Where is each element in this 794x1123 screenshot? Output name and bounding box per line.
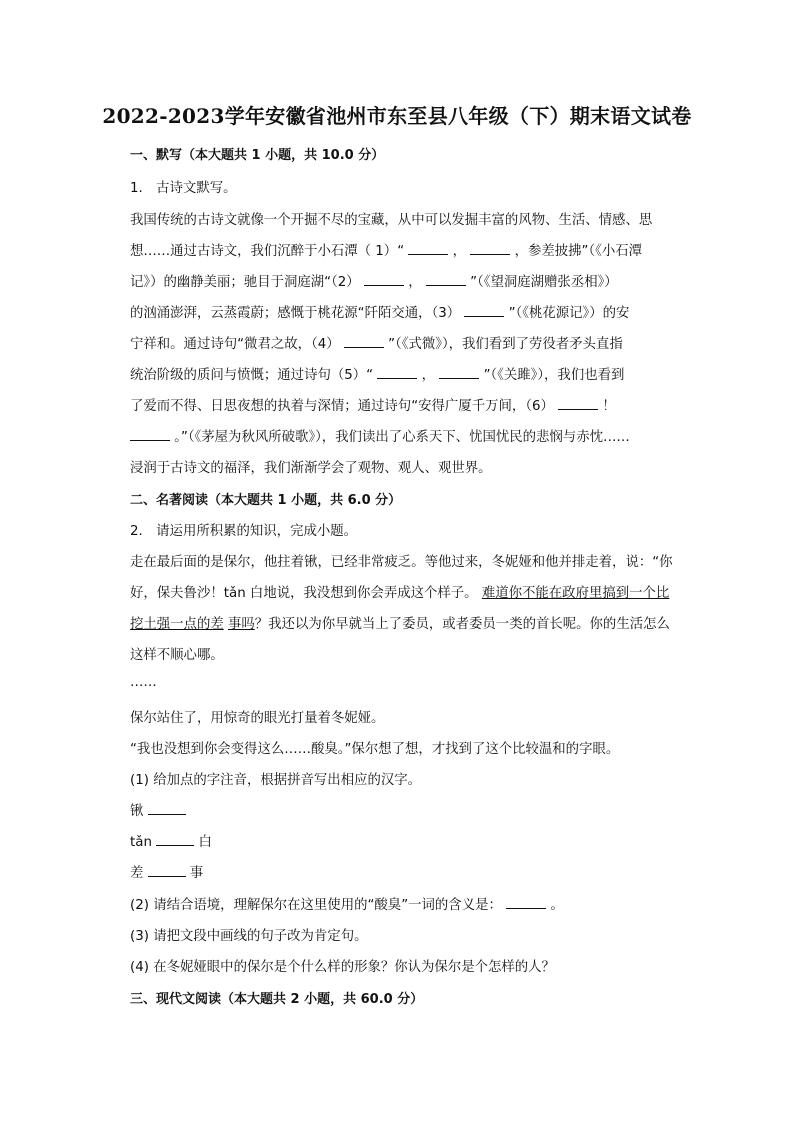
q1-text: ，	[408, 275, 422, 290]
answer-blank[interactable]	[344, 333, 384, 348]
pinyin-char: 差	[130, 866, 144, 881]
q1-text: ”（《式微》），我们看到了劳役者矛头直指	[388, 337, 623, 352]
q1-text: ”（《桃花源记》）的安	[508, 306, 630, 321]
q1-text: ！	[602, 399, 616, 414]
passage-line: 走在最后面的是保尔，他拄着锹，已经非常疲乏。等他过来，冬妮娅和他并排走着，说：“你	[130, 555, 673, 570]
passage-line: 这样不顺心哪。	[130, 648, 224, 663]
q1-text-line	[130, 395, 695, 414]
answer-blank[interactable]	[506, 894, 546, 909]
q1-text-line: 浸润于古诗文的福泽，我们渐渐学会了观物、观人、观世界。	[130, 461, 492, 476]
q1-text: 了爱而不得、日思夜想的执着与深情；通过诗句“安得广厦千万间，（6）	[130, 399, 554, 414]
subquestion-1: (1) 给加点的字注音，根据拼音写出相应的汉字。	[130, 773, 422, 788]
q1-text: ，	[452, 244, 467, 259]
q1-text-line	[130, 271, 695, 290]
passage-line: 保尔站住了，用惊奇的眼光打量着冬妮娅。	[130, 711, 385, 726]
answer-blank[interactable]	[408, 240, 448, 255]
pinyin-char: 锹	[130, 804, 144, 819]
underlined-sentence: 难道你不能在政府里搞到一个比	[481, 586, 670, 601]
pinyin-item	[130, 800, 695, 819]
q1-text: ，	[421, 368, 436, 383]
q1-text: 的汹涌澎湃，云蒸霞蔚；感慨于桃花源“阡陌交通，（3）	[130, 306, 461, 321]
q1-text: ”（《关雎》），我们也看到	[483, 368, 625, 383]
passage-ellipsis: ……	[130, 675, 157, 690]
answer-blank[interactable]	[156, 831, 194, 846]
subquestion-text: 。	[550, 898, 564, 913]
answer-blank[interactable]	[464, 302, 504, 317]
section-heading-2: 二、名著阅读（本大题共 1 小题，共 6.0 分）	[130, 493, 402, 508]
q1-text: 记》）的幽静美丽；驰目于洞庭湖“（2）	[130, 275, 360, 290]
answer-blank[interactable]	[470, 240, 510, 255]
q1-text: 想……通过古诗文，我们沉醉于小石潭（ 1）“	[130, 244, 405, 259]
passage-text: ？我还以为你早就当上了委员，或者委员一类的首长呢。你的生活怎么	[254, 617, 670, 632]
q1-text: ，参差披拂”（《小石潭	[514, 244, 643, 259]
subquestion-2	[130, 894, 695, 913]
section-heading-3: 三、现代文阅读（本大题共 2 小题，共 60.0 分）	[130, 992, 424, 1007]
passage-text: 好，保夫鲁沙！tǎn 白地说，我没想到你会弄成这个样子。	[130, 586, 478, 601]
subquestion-4: (4) 在冬妮娅眼中的保尔是个什么样的形象？你认为保尔是个怎样的人？	[130, 960, 555, 975]
pinyin-item	[130, 831, 695, 850]
pinyin-char: 事	[189, 866, 204, 881]
subquestion-3: (3) 请把文段中画线的句子改为肯定句。	[130, 929, 368, 944]
pinyin-item	[130, 862, 695, 881]
q1-text-line	[130, 426, 695, 445]
q1-text-line	[130, 333, 695, 352]
q1-text-line	[130, 364, 695, 383]
answer-blank[interactable]	[364, 271, 404, 286]
answer-blank[interactable]	[377, 364, 417, 379]
section-heading-1: 一、默写（本大题共 1 小题，共 10.0 分）	[130, 148, 385, 163]
answer-blank[interactable]	[148, 862, 186, 877]
passage-line	[130, 613, 695, 632]
question-2-heading: 2. 请运用所积累的知识，完成小题。	[130, 524, 358, 539]
answer-blank[interactable]	[439, 364, 479, 379]
passage-line	[130, 582, 695, 601]
passage-line: “我也没想到你会变得这么……酸臭。”保尔想了想，才找到了这个比较温和的字眼。	[130, 742, 620, 757]
answer-blank[interactable]	[426, 271, 466, 286]
subquestion-text: (2) 请结合语境，理解保尔在这里使用的“酸臭”一词的含义是：	[130, 898, 502, 913]
q1-text: 统治阶级的质问与愤慨；通过诗句（5）“	[130, 368, 374, 383]
pinyin-text: tǎn	[130, 835, 152, 850]
answer-blank[interactable]	[148, 800, 186, 815]
answer-blank[interactable]	[130, 426, 170, 441]
underlined-sentence: 挖土强一点的差	[130, 617, 224, 632]
q1-text-line	[130, 240, 695, 259]
q1-text: 宁祥和。通过诗句“微君之故，（4）	[130, 337, 340, 352]
q1-text-line	[130, 302, 695, 321]
q1-text: ”（《望洞庭湖赠张丞相》）	[470, 275, 618, 290]
exam-title: 2022-2023学年安徽省池州市东至县八年级（下）期末语文试卷	[102, 104, 692, 128]
answer-blank[interactable]	[558, 395, 598, 410]
q1-text-line: 我国传统的古诗文就像一个开掘不尽的宝藏，从中可以发掘丰富的风物、生活、情感、思	[130, 213, 653, 228]
question-1-heading: 1. 古诗文默写。	[130, 181, 237, 196]
pinyin-char: 白	[198, 835, 212, 850]
underlined-sentence: 事吗	[228, 617, 255, 632]
q1-text: 。”（《茅屋为秋风所破歌》），我们读出了心系天下、忧国忧民的悲悯与赤忱……	[174, 430, 630, 445]
